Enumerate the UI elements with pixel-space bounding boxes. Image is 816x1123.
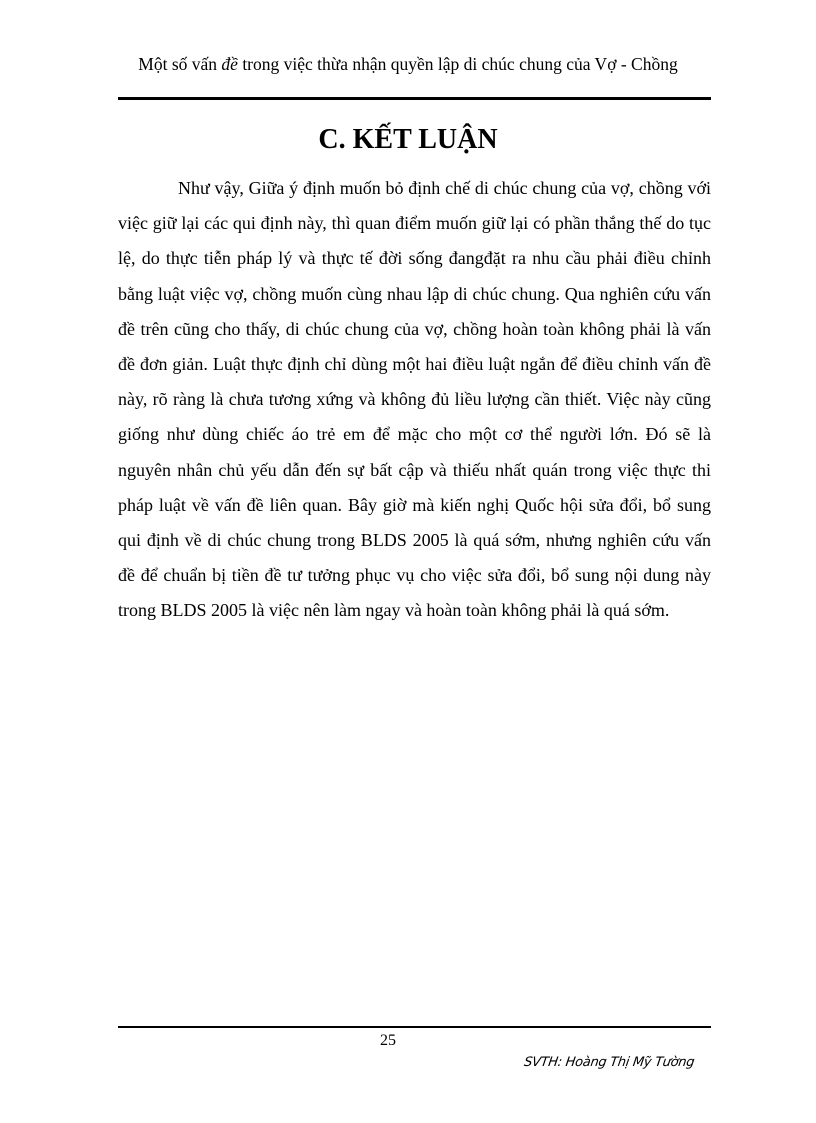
conclusion-paragraph: Như vậy, Giữa ý định muốn bỏ định chế di chúc chung của vợ, chồng với việc giữ lại các qui định này, thì quan điểm muốn giữ lại có phần thắng thế do tục lệ, do thực tiễn pháp lý và thực tế đời sống đangđặt ra nhu cầu phải điều chỉnh bằng luật việc vợ, chồng muốn cùng nhau lập di chúc chung. Qua nghiên cứu vấn đề trên cũng cho thấy, di chúc chung của vợ, chồng hoàn toàn không phải là vấn đề đơn giản. Luật thực định chỉ dùng một hai điều luật ngắn để điều chỉnh vấn đề này, rõ ràng là chưa tương xứng và không đủ liều lượng cần thiết. Việc này cũng giống như dùng chiếc áo trẻ em để mặc cho một cơ thể người lớn. Đó sẽ là nguyên nhân chủ yếu dẫn đến sự bất cập và thiếu nhất quán trong việc thực thi pháp luật về vấn đề liên quan. Bây giờ mà kiến nghị Quốc hội sửa đổi, bổ sung qui định về di chúc chung trong BLDS 2005 là quá sớm, nhưng nghiên cứu vấn đề để chuẩn bị tiền đề tư tưởng phục vụ cho việc sửa đổi, bổ sung nội dung này trong BLDS 2005 là việc nên làm ngay và hoàn toàn không phải là quá sớm.	[118, 178, 711, 621]
page-number: 25	[380, 1032, 396, 1049]
header-title-part-1: Một số vấn	[138, 54, 222, 74]
section-heading: C. KẾT LUẬN	[318, 124, 498, 155]
header-title-emphasis: đề	[221, 54, 238, 74]
running-header-title	[0, 52, 816, 76]
author-signature: SVTH: Hoàng Thị Mỹ Tường	[523, 1055, 696, 1070]
header-title-part-2: trong việc thừa nhận quyền lập di chúc chung của Vợ - Chồng	[237, 54, 678, 74]
footer-divider	[118, 1026, 711, 1028]
header-divider	[118, 97, 711, 100]
